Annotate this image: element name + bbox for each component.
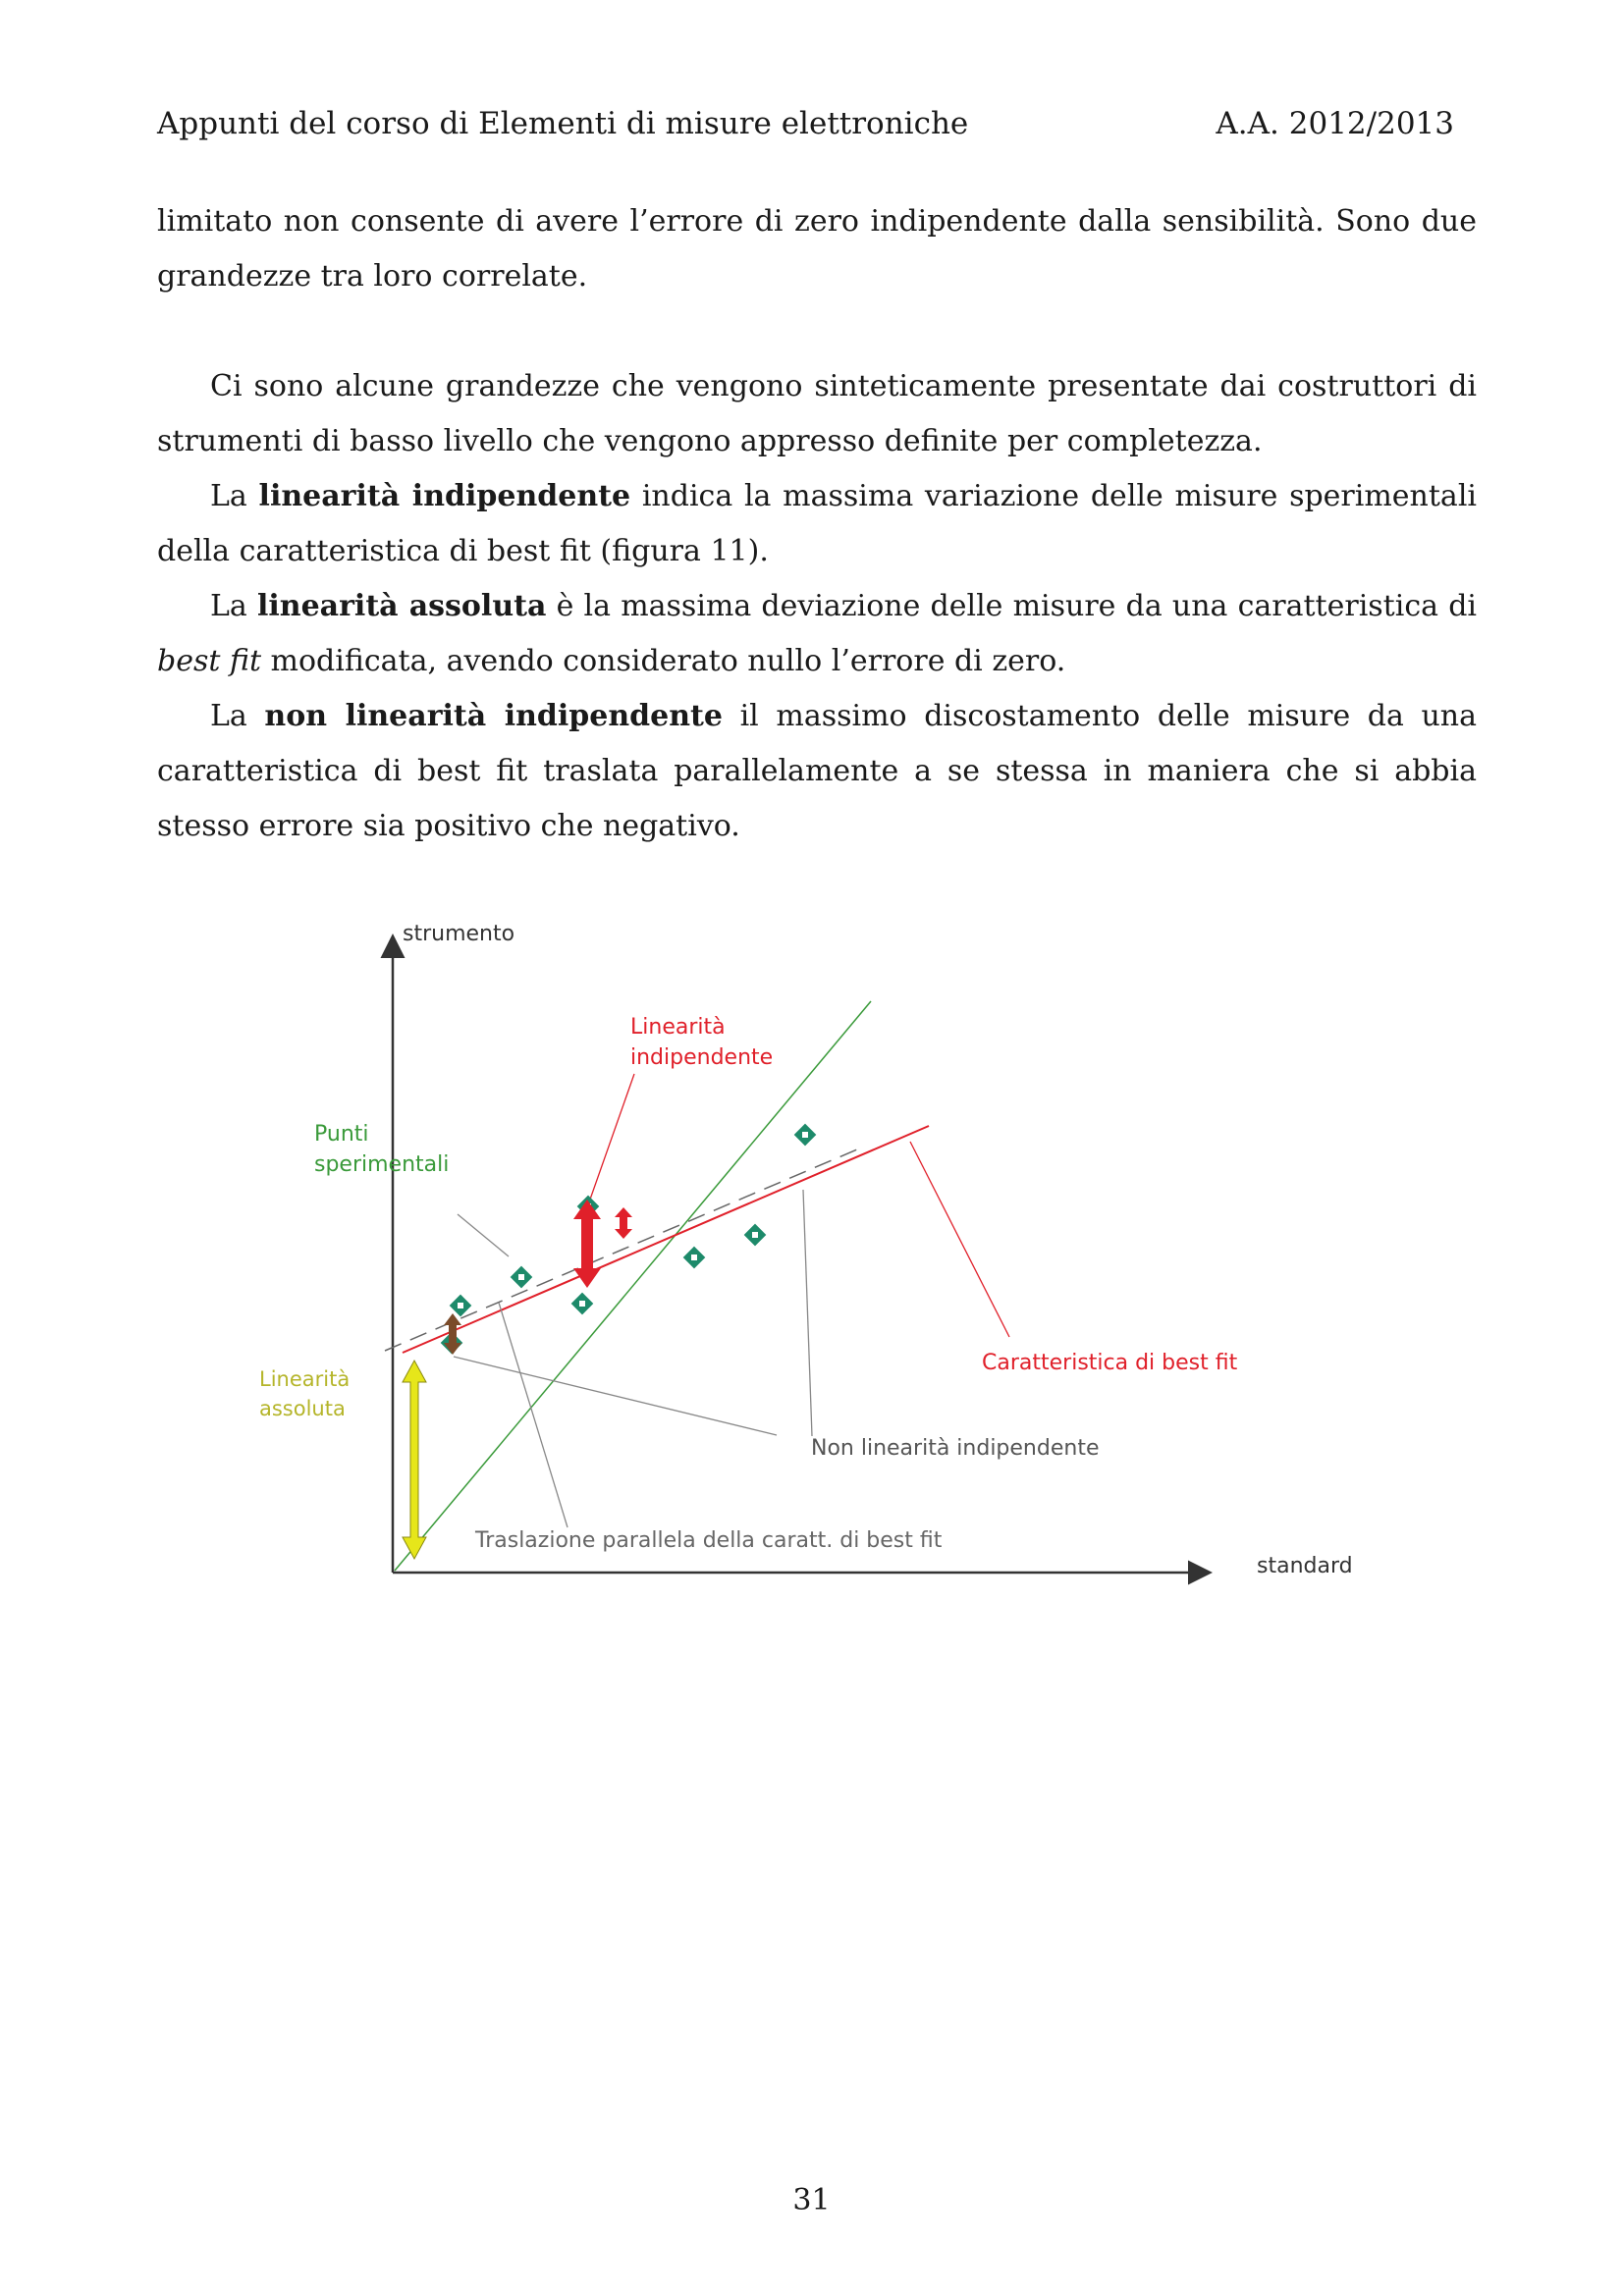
- y-axis-label: strumento: [403, 922, 515, 946]
- label-best-fit: Caratteristica di best fit: [982, 1351, 1238, 1375]
- ideal-characteristic-line: [395, 1001, 871, 1571]
- term-best-fit: best fit: [157, 644, 262, 678]
- data-point: [683, 1247, 706, 1269]
- leader-non-linearita-2: [454, 1357, 777, 1435]
- leader-best-fit: [910, 1142, 1009, 1337]
- linearita-indipendente-arrow: [573, 1200, 601, 1288]
- experimental-points: [441, 1124, 817, 1355]
- header-course-title: Appunti del corso di Elementi di misure elettroniche: [157, 106, 969, 141]
- leader-non-linearita-1: [803, 1190, 812, 1436]
- data-point: [450, 1295, 472, 1317]
- page-number: 31: [792, 2183, 831, 2217]
- data-point: [794, 1124, 817, 1147]
- x-axis-label: standard: [1257, 1554, 1353, 1578]
- data-point: [571, 1293, 594, 1315]
- label-punti-line1: Punti: [314, 1122, 369, 1147]
- label-traslazione-parallela: Traslazione parallela della caratt. di best fit: [475, 1528, 943, 1553]
- leader-traslazione: [499, 1303, 568, 1527]
- small-red-arrow: [615, 1207, 632, 1239]
- term-non-linearita-indipendente: non linearità indipendente: [264, 699, 723, 733]
- paragraph-1: limitato non consente di avere l’errore di zero indipendente dalla sensibilità. Sono due grandezze tra loro correlate.: [157, 204, 1477, 294]
- page-header: [157, 106, 1454, 149]
- term-linearita-assoluta: linearità assoluta: [256, 589, 547, 623]
- figure-11-linearity-diagram: [236, 903, 1394, 1590]
- body-text: [157, 194, 1477, 854]
- leader-linearita-indipendente: [585, 1074, 634, 1213]
- diagram-svg: [236, 903, 1394, 1590]
- data-point: [744, 1224, 767, 1247]
- label-punti-line2: sperimentali: [314, 1152, 450, 1177]
- data-point: [511, 1266, 533, 1289]
- label-linearita-assoluta-line2: assoluta: [259, 1397, 346, 1420]
- label-linearita-indipendente-line1: Linearità: [630, 1015, 726, 1040]
- linearita-assoluta-arrow: [403, 1361, 426, 1559]
- paragraph-5: La non linearità indipendente il massimo discostamento delle misure da una caratteristica di best fit traslata parallelamente a se stessa in maniera che si abbia stesso errore sia positivo che negativo.: [157, 699, 1478, 843]
- paragraph-3: La linearità indipendente indica la massima variazione delle misure sperimentali della caratteristica di best fit (figura 11).: [157, 479, 1478, 568]
- label-linearita-assoluta-line1: Linearità: [259, 1367, 351, 1391]
- term-linearita-indipendente: linearità indipendente: [258, 479, 631, 513]
- best-fit-line: [403, 1126, 929, 1353]
- label-linearita-indipendente-line2: indipendente: [630, 1045, 774, 1070]
- header-academic-year: A.A. 2012/2013: [1216, 106, 1454, 141]
- paragraph-4: La linearità assoluta è la massima deviazione delle misure da una caratteristica di best fit modificata, avendo considerato nullo l’errore di zero.: [157, 589, 1477, 678]
- leader-punti: [458, 1214, 509, 1256]
- label-non-linearita-indipendente: Non linearità indipendente: [811, 1436, 1100, 1461]
- paragraph-2: Ci sono alcune grandezze che vengono sinteticamente presentate dai costruttori di strumenti di basso livello che vengono appresso definite per completezza.: [157, 369, 1477, 458]
